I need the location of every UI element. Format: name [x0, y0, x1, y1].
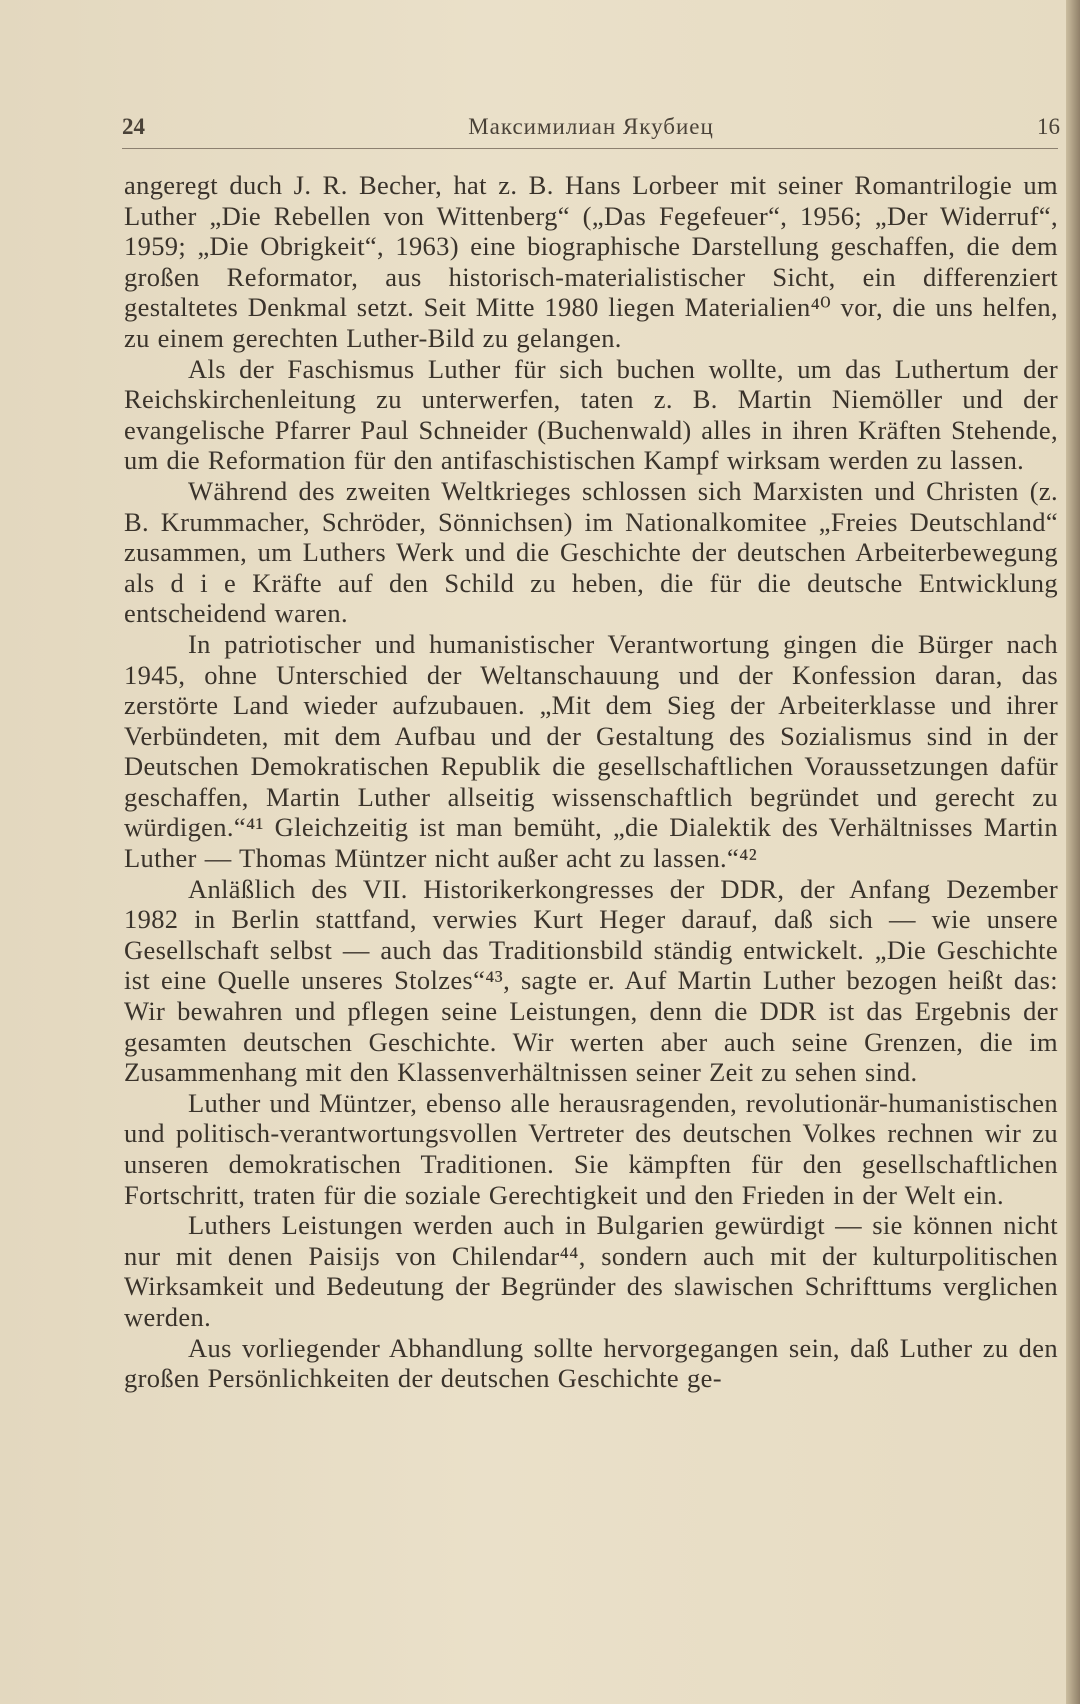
header-rule [122, 148, 1058, 149]
paragraph: Aus vorliegender Abhandlung sollte hervorgegangen sein, daß Luther zu den großen Persönlichkeiten der deutschen Geschichte ge- [124, 1332, 1058, 1394]
signature-mark: 16 [1037, 114, 1060, 139]
body-text [124, 170, 1058, 1394]
running-title: Максимилиан Якубиец [468, 114, 714, 139]
paragraph: In patriotischer und humanistischer Verantwortung gingen die Bürger nach 1945, ohne Unterschied der Weltanschauung und der Konfession daran, das zerstörte Land wieder aufzubauen. „Mit dem Sieg der Arbeiterklasse und ihrer Verbündeten, mit dem Aufbau und der Gestaltung des Sozialismus sind in der Deutschen Demokratischen Republik die gesellschaftlichen Voraussetzungen dafür geschaffen, Martin Luther allseitig wissenschaftlich begründet und gerecht zu würdigen.“⁴¹ Gleichzeitig ist man bemüht, „die Dialektik des Verhältnisses Martin Luther — Thomas Müntzer nicht außer acht zu lassen.“⁴² [124, 628, 1058, 874]
paragraph: Luther und Müntzer, ebenso alle herausragenden, revolutionär-humanistischen und politisch-verantwortungsvollen Vertreter des deutschen Volkes rechnen wir zu unseren demokratischen Traditionen. Sie kämpften für den gesellschaftlichen Fortschritt, traten für die soziale Gerechtigkeit und den Frieden in der Welt ein. [124, 1087, 1058, 1210]
page-edge [1066, 0, 1080, 1704]
running-header [122, 110, 1060, 144]
paragraph: Während des zweiten Weltkrieges schlossen sich Marxisten und Christen (z. B. Krummacher, Schröder, Sönnichsen) im Nationalkomitee „Freies Deutschland“ zusammen, um Luthers Werk und die Geschichte der deutschen Arbeiterbewegung als d i e Kräfte auf den Schild zu heben, die für die deutsche Entwicklung entscheidend waren. [124, 475, 1058, 629]
paragraph: Anläßlich des VII. Historikerkongresses der DDR, der Anfang Dezember 1982 in Berlin stattfand, verwies Kurt Heger darauf, daß sich — wie unsere Gesellschaft selbst — auch das Traditionsbild ständig entwickelt. „Die Geschichte ist eine Quelle unseres Stolzes“⁴³, sagte er. Auf Martin Luther bezogen heißt das: Wir bewahren und pflegen seine Leistungen, denn die DDR ist das Ergebnis der gesamten deutschen Geschichte. Wir werten aber auch seine Grenzen, die im Zusammenhang mit den Klassenverhältnissen seiner Zeit zu sehen sind. [124, 873, 1058, 1088]
paragraph: angeregt duch J. R. Becher, hat z. B. Hans Lorbeer mit seiner Romantrilogie um Luther „Die Rebellen von Wittenberg“ („Das Fegefeuer“, 1956; „Der Widerruf“, 1959; „Die Obrigkeit“, 1963) eine biographische Darstellung geschaffen, die dem großen Reformator, aus historisch-materialistischer Sicht, ein differenziert gestaltetes Denkmal setzt. Seit Mitte 1980 liegen Materialien⁴⁰ vor, die uns helfen, zu einem gerechten Luther-Bild zu gelangen. [124, 170, 1058, 353]
paragraph: Als der Faschismus Luther für sich buchen wollte, um das Luthertum der Reichskirchenleitung zu unterwerfen, taten z. B. Martin Niemöller und der evangelische Pfarrer Paul Schneider (Buchenwald) alles in ihren Kräften Stehende, um die Reformation für den antifaschistischen Kampf wirksam werden zu lassen. [124, 353, 1058, 476]
paragraph: Luthers Leistungen werden auch in Bulgarien gewürdigt — sie können nicht nur mit denen Paisijs von Chilendar⁴⁴, sondern auch mit der kulturpolitischen Wirksamkeit und Bedeutung der Begründer des slawischen Schrifttums verglichen werden. [124, 1210, 1058, 1332]
page-number: 24 [122, 114, 145, 139]
